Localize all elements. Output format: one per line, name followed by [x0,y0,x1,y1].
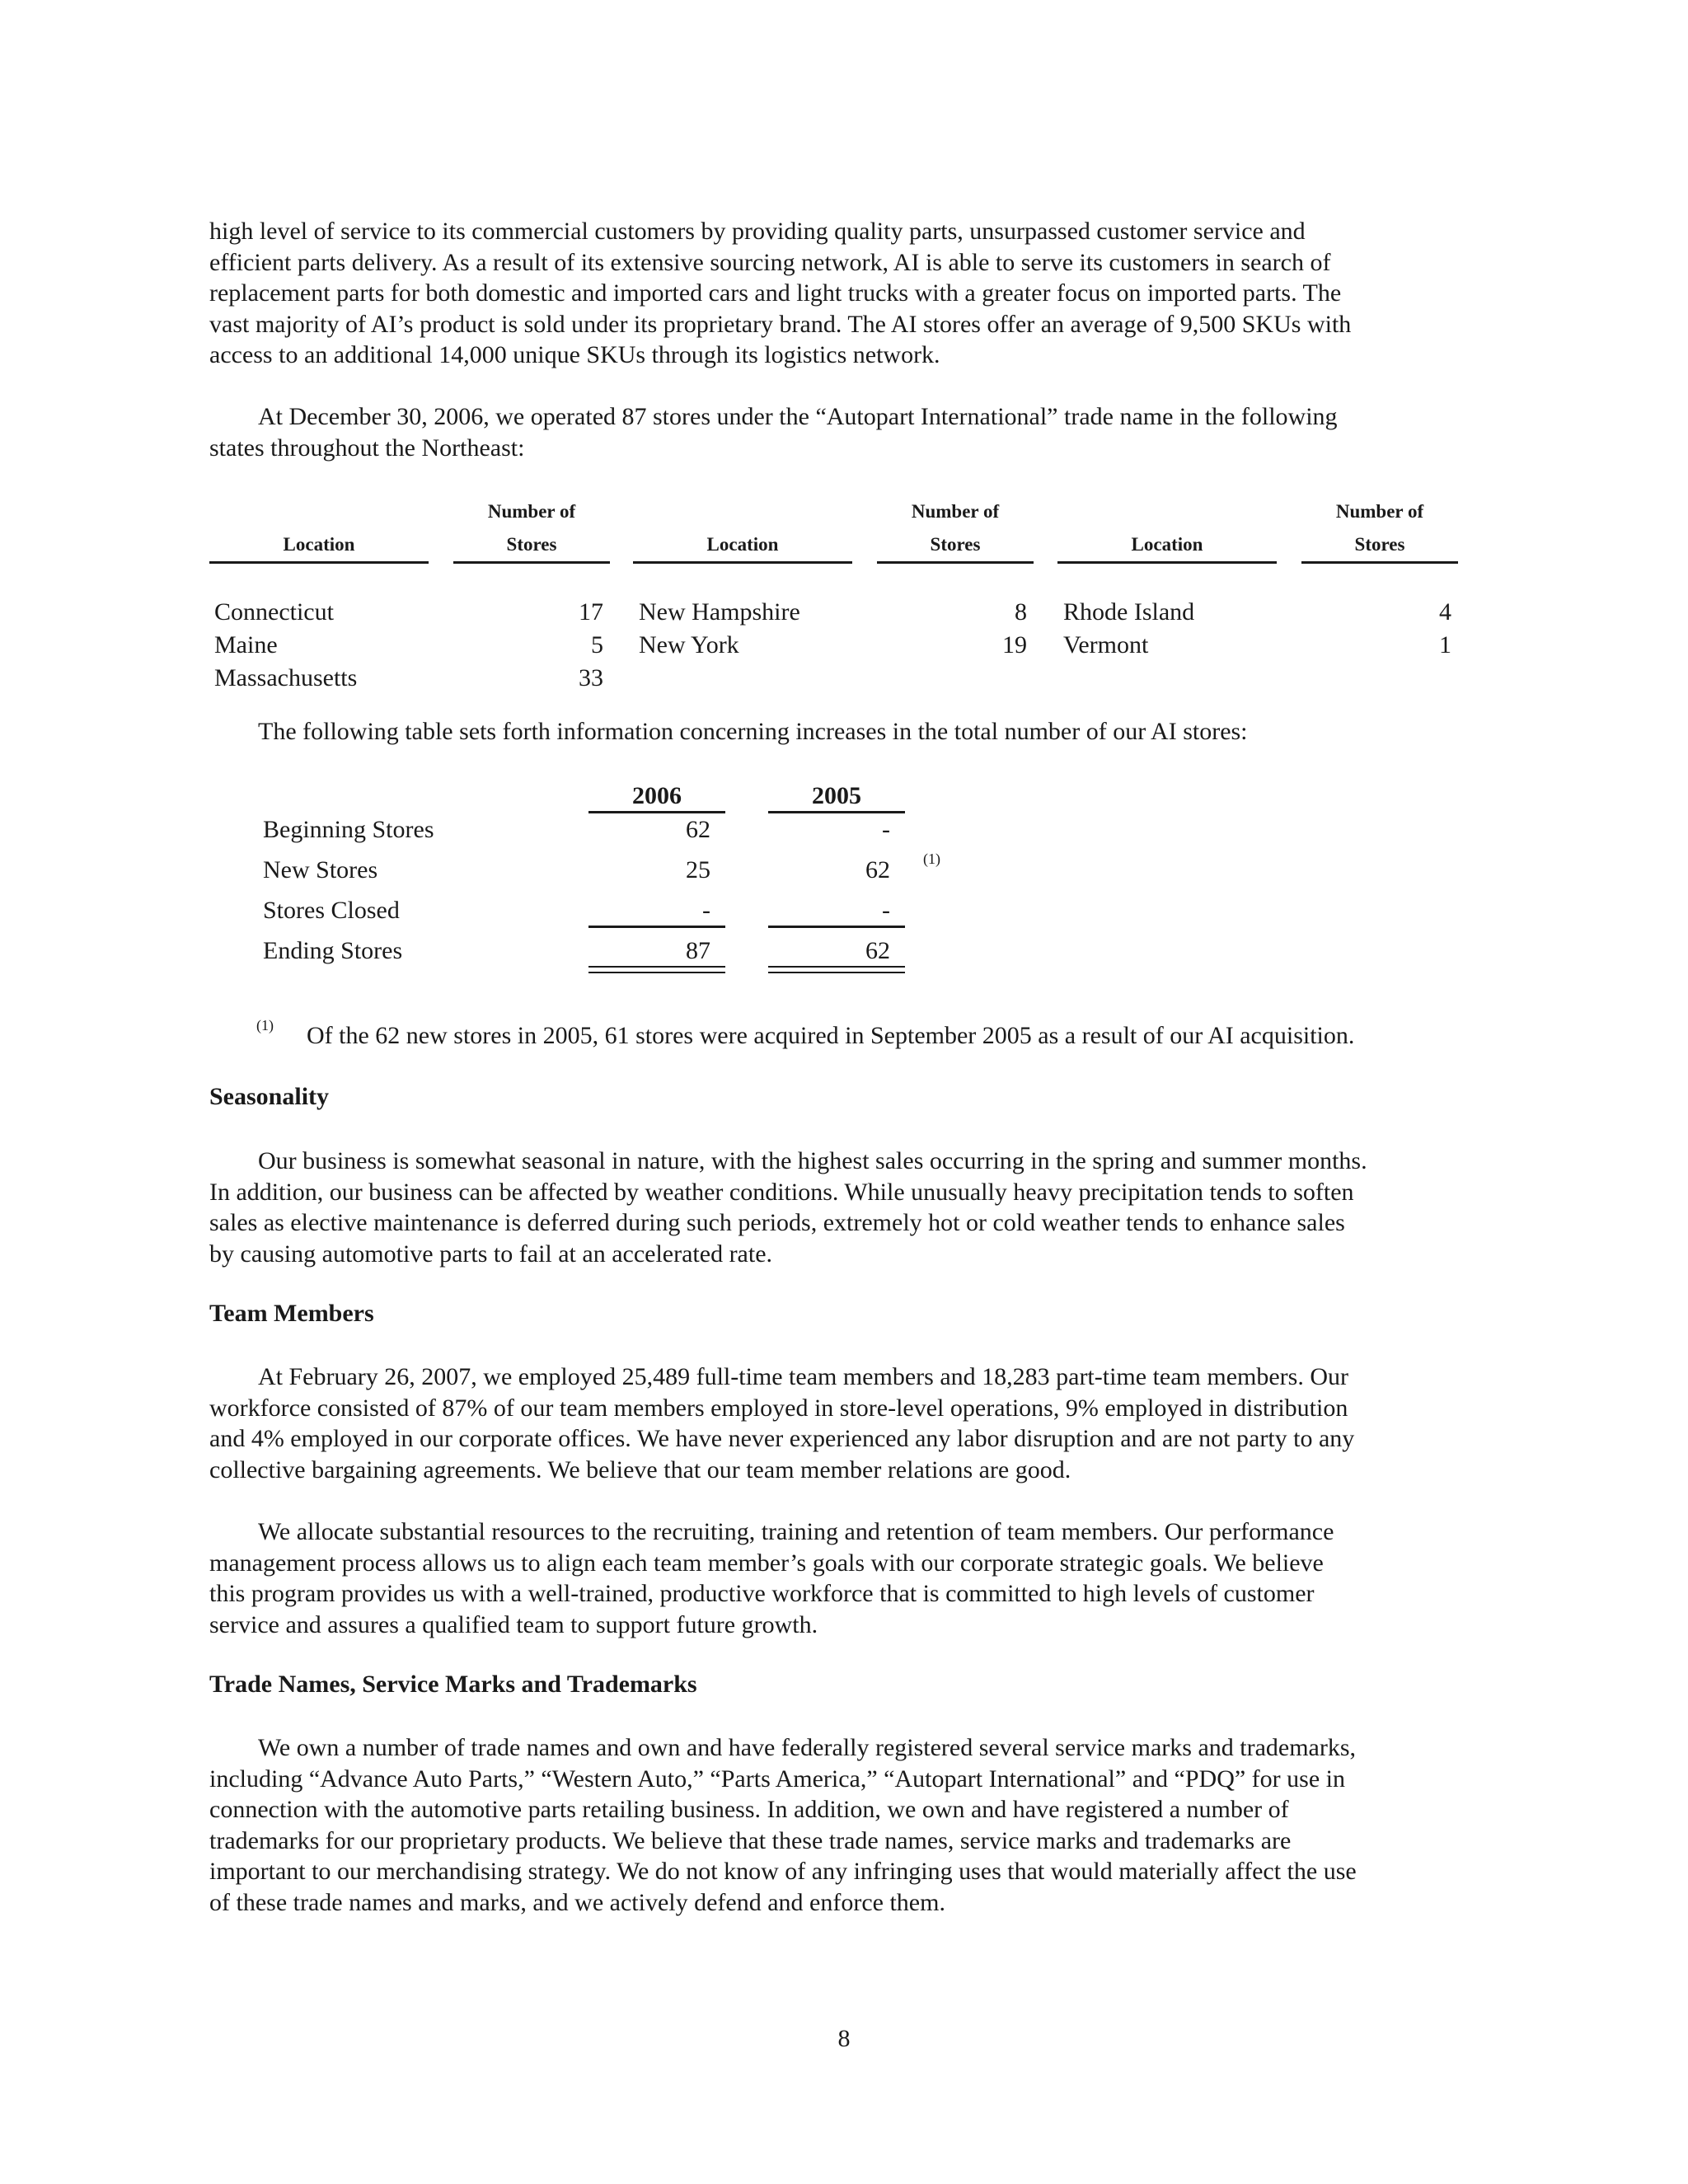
header-rule [209,561,429,564]
text-line: workforce consisted of 87% of our team members employed in store-level operations, 9% employed in distribution [209,1394,1348,1422]
column-header: Location [706,534,779,555]
text-line: access to an additional 14,000 unique SKUs through its logistics network. [209,341,940,368]
stores-cell: 8 [1015,598,1027,626]
column-header: Location [283,534,355,555]
text-line: We own a number of trade names and own and have federally registered several service marks and trademarks, [258,1734,1357,1761]
location-cell: New Hampshire [639,598,800,626]
row-label: Beginning Stores [263,816,434,843]
stores-cell: 5 [591,631,603,658]
row-label: Ending Stores [263,937,403,964]
column-header: Stores [506,534,557,555]
text-line: At December 30, 2006, we operated 87 stores under the “Autopart International” trade name in the following [258,403,1338,430]
column-header: Stores [1354,534,1405,555]
total-double-rule [588,966,725,968]
footnote-marker: (1) [256,1017,274,1033]
intro-paragraph [209,216,1479,371]
trademarks-paragraph [209,1732,1479,1918]
value-2005: 62 [865,937,890,964]
footnote-marker: (1) [923,851,940,867]
total-double-rule [768,966,905,968]
text-line: The following table sets forth information concerning increases in the total number of our AI stores: [258,718,1248,745]
text-line: service and assures a qualified team to support future growth. [209,1610,818,1638]
page-number: 8 [837,2025,851,2052]
column-header: Location [1131,534,1203,555]
year-header-2006: 2006 [632,782,682,809]
value-2005: 62 [865,856,890,883]
value-2006: 62 [686,816,710,843]
text-line: We allocate substantial resources to the recruiting, training and retention of team members. Our performance [258,1518,1334,1545]
section-heading: Trade Names, Service Marks and Trademarks [209,1671,697,1698]
text-line: vast majority of AI’s product is sold under its proprietary brand. The AI stores offer an average of 9,500 SKUs with [209,310,1352,338]
text-line: Our business is somewhat seasonal in nature, with the highest sales occurring in the spring and summer months. [258,1147,1367,1174]
footnote-text: Of the 62 new stores in 2005, 61 stores were acquired in September 2005 as a result of our AI acquisition. [307,1022,1355,1049]
seasonality-paragraph [209,1146,1479,1269]
subtotal-rule [768,926,905,928]
text-line: by causing automotive parts to fail at an accelerated rate. [209,1240,773,1268]
value-2006: - [702,897,710,924]
header-rule [453,561,610,564]
stores-cell: 33 [579,664,603,691]
location-cell: Connecticut [214,598,334,626]
text-line: high level of service to its commercial customers by providing quality parts, unsurpassed customer service and [209,218,1306,245]
location-cell: Rhode Island [1063,598,1195,626]
stores-cell: 19 [1002,631,1027,658]
location-cell: Massachusetts [214,664,358,691]
header-rule [1057,561,1277,564]
team-paragraph-1 [209,1361,1479,1485]
stores-cell: 1 [1439,631,1451,658]
header-rule [1301,561,1458,564]
stores-cell: 4 [1439,598,1451,626]
year-header-2005: 2005 [812,782,861,809]
text-line: this program provides us with a well-trained, productive workforce that is committed to high levels of customer [209,1580,1315,1607]
column-header: Number of [911,501,1000,522]
text-line: states throughout the Northeast: [209,434,525,462]
total-double-rule [768,972,905,973]
text-line: important to our merchandising strategy. We do not know of any infringing uses that would materially affect the use [209,1858,1357,1885]
location-cell: Maine [214,631,278,658]
text-line: replacement parts for both domestic and imported cars and light trucks with a greater focus on imported parts. The [209,279,1342,307]
stores-cell: 17 [579,598,603,626]
value-2005: - [882,816,890,843]
stores-paragraph [209,401,1479,463]
text-line: collective bargaining agreements. We believe that our team member relations are good. [209,1455,1071,1483]
text-line: efficient parts delivery. As a result of its extensive sourcing network, AI is able to serve its customers in search of [209,248,1331,276]
header-rule [877,561,1034,564]
text-line: sales as elective maintenance is deferred during such periods, extremely hot or cold weather tends to enhance sales [209,1209,1345,1236]
header-rule [633,561,852,564]
section-heading: Team Members [209,1300,374,1327]
location-cell: New York [639,631,739,658]
section-heading: Seasonality [209,1083,330,1110]
text-line: trademarks for our proprietary products. We believe that these trade names, service marks and trademarks are [209,1826,1292,1854]
text-line: and 4% employed in our corporate offices. We have never experienced any labor disruption and are not party to any [209,1425,1355,1452]
text-line: connection with the automotive parts retailing business. In addition, we own and have registered a number of [209,1796,1289,1823]
column-header: Stores [930,534,981,555]
increase-intro [209,716,1479,748]
location-cell: Vermont [1063,631,1149,658]
text-line: At February 26, 2007, we employed 25,489 full-time team members and 18,283 part-time team members. Our [258,1363,1349,1390]
total-double-rule [588,972,725,973]
column-header: Number of [487,501,576,522]
text-line: including “Advance Auto Parts,” “Western Auto,” “Parts America,” “Autopart International” and “PDQ” for use in [209,1765,1345,1793]
header-rule [768,811,905,813]
row-label: New Stores [263,856,378,883]
text-line: In addition, our business can be affected by weather conditions. While unusually heavy precipitation tends to soften [209,1178,1354,1206]
team-paragraph-2 [209,1516,1479,1640]
value-2005: - [882,897,890,924]
value-2006: 25 [686,856,710,883]
text-line: management process allows us to align each team member’s goals with our corporate strategic goals. We believe [209,1549,1324,1577]
header-rule [588,811,725,813]
subtotal-rule [588,926,725,928]
row-label: Stores Closed [263,897,400,924]
column-header: Number of [1335,501,1424,522]
text-line: of these trade names and marks, and we actively defend and enforce them. [209,1888,945,1916]
value-2006: 87 [686,937,710,964]
